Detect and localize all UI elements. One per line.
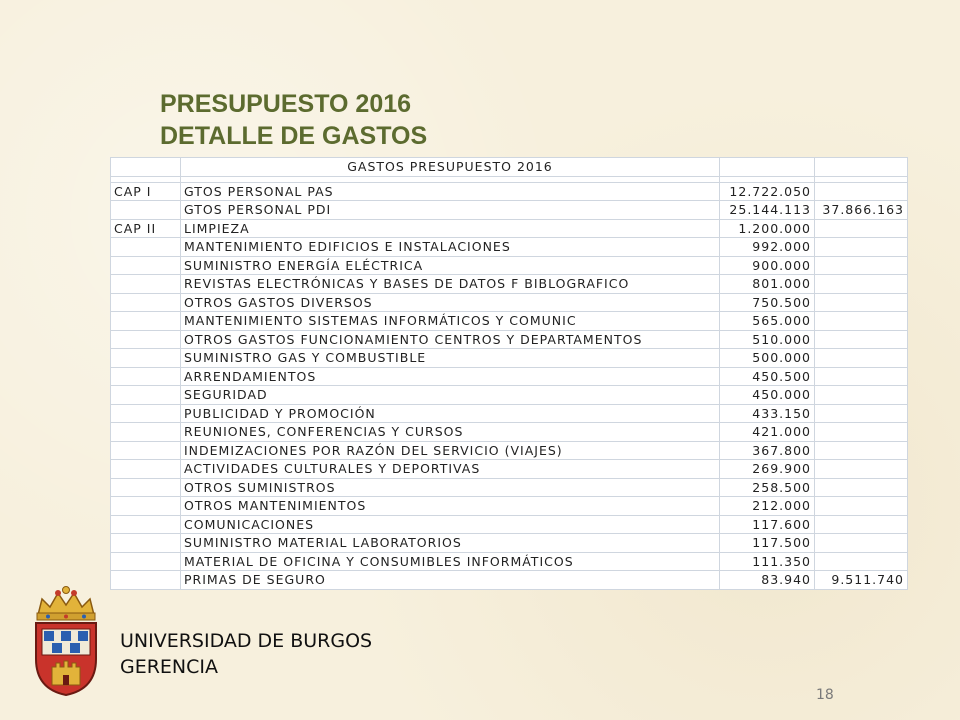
chapter-cell [111,349,181,368]
chapter-cell [111,386,181,405]
concept-cell: SUMINISTRO GAS Y COMBUSTIBLE [181,349,720,368]
concept-cell: ARRENDAMIENTOS [181,367,720,386]
total-cell [815,497,908,516]
chapter-cell [111,478,181,497]
concept-cell: OTROS SUMINISTROS [181,478,720,497]
concept-cell: REVISTAS ELECTRÓNICAS Y BASES DE DATOS F BIBLOGRAFICO [181,275,720,294]
chapter-cell [111,404,181,423]
footer-institution [120,628,372,680]
total-cell [815,404,908,423]
amount-cell: 12.722.050 [720,182,815,201]
amount-cell: 510.000 [720,330,815,349]
concept-cell: GTOS PERSONAL PDI [181,201,720,220]
chapter-cell [111,497,181,516]
total-cell [815,441,908,460]
amount-cell: 565.000 [720,312,815,331]
total-cell [815,460,908,479]
concept-cell: OTROS MANTENIMIENTOS [181,497,720,516]
amount-cell: 1.200.000 [720,219,815,238]
header-empty-cell [815,158,908,177]
table-row [111,423,908,442]
total-cell [815,478,908,497]
chapter-cell [111,460,181,479]
table-row [111,275,908,294]
amount-cell: 117.500 [720,534,815,553]
total-cell [815,219,908,238]
amount-cell: 421.000 [720,423,815,442]
amount-cell: 433.150 [720,404,815,423]
concept-cell: OTROS GASTOS FUNCIONAMIENTO CENTROS Y DEPARTAMENTOS [181,330,720,349]
concept-cell: OTROS GASTOS DIVERSOS [181,293,720,312]
table-row [111,571,908,590]
table-row [111,256,908,275]
concept-cell: PUBLICIDAD Y PROMOCIÓN [181,404,720,423]
university-crest-icon [28,585,104,697]
header-empty-cell [111,158,181,177]
total-cell: 37.866.163 [815,201,908,220]
chapter-cell: CAP II [111,219,181,238]
chapter-cell [111,256,181,275]
chapter-cell: CAP I [111,182,181,201]
total-cell [815,330,908,349]
table-row [111,386,908,405]
header-empty-cell [720,158,815,177]
chapter-cell [111,534,181,553]
chapter-cell [111,515,181,534]
chapter-cell [111,423,181,442]
concept-cell: MANTENIMIENTO SISTEMAS INFORMÁTICOS Y COMUNIC [181,312,720,331]
amount-cell: 83.940 [720,571,815,590]
table-row [111,552,908,571]
concept-cell: REUNIONES, CONFERENCIAS Y CURSOS [181,423,720,442]
concept-cell: SEGURIDAD [181,386,720,405]
concept-cell: ACTIVIDADES CULTURALES Y DEPORTIVAS [181,460,720,479]
amount-cell: 900.000 [720,256,815,275]
concept-cell: LIMPIEZA [181,219,720,238]
department-name: GERENCIA [120,656,219,678]
table-row [111,349,908,368]
chapter-cell [111,312,181,331]
table-row [111,238,908,257]
concept-cell: INDEMIZACIONES POR RAZÓN DEL SERVICIO (VIAJES) [181,441,720,460]
amount-cell: 111.350 [720,552,815,571]
table-row [111,515,908,534]
concept-cell: MATERIAL DE OFICINA Y CONSUMIBLES INFORMÁTICOS [181,552,720,571]
chapter-cell [111,330,181,349]
total-cell [815,367,908,386]
total-cell [815,293,908,312]
total-cell [815,515,908,534]
title-line-1: PRESUPUESTO 2016 [160,90,412,118]
concept-cell: COMUNICACIONES [181,515,720,534]
amount-cell: 450.000 [720,386,815,405]
table-row [111,497,908,516]
total-cell [815,349,908,368]
amount-cell: 750.500 [720,293,815,312]
concept-cell: PRIMAS DE SEGURO [181,571,720,590]
chapter-cell [111,441,181,460]
table-header-row [111,158,908,177]
amount-cell: 269.900 [720,460,815,479]
university-name: UNIVERSIDAD DE BURGOS [120,630,373,652]
title-line-2: DETALLE DE GASTOS [160,122,428,150]
total-cell [815,534,908,553]
table-row [111,330,908,349]
table-row [111,441,908,460]
amount-cell: 801.000 [720,275,815,294]
total-cell [815,275,908,294]
chapter-cell [111,238,181,257]
amount-cell: 212.000 [720,497,815,516]
amount-cell: 992.000 [720,238,815,257]
total-cell [815,386,908,405]
chapter-cell [111,293,181,312]
slide-title [160,88,427,152]
total-cell [815,312,908,331]
page-number: 18 [816,687,834,703]
concept-cell: GTOS PERSONAL PAS [181,182,720,201]
table-row [111,182,908,201]
chapter-cell [111,367,181,386]
table-row [111,201,908,220]
total-cell [815,552,908,571]
concept-cell: SUMINISTRO MATERIAL LABORATORIOS [181,534,720,553]
total-cell: 9.511.740 [815,571,908,590]
table-row [111,534,908,553]
table-row [111,312,908,331]
total-cell [815,238,908,257]
budget-table [110,157,908,590]
table-row [111,478,908,497]
table-row [111,367,908,386]
table-row [111,460,908,479]
chapter-cell [111,201,181,220]
chapter-cell [111,571,181,590]
amount-cell: 500.000 [720,349,815,368]
concept-cell: MANTENIMIENTO EDIFICIOS E INSTALACIONES [181,238,720,257]
table-row [111,293,908,312]
total-cell [815,423,908,442]
amount-cell: 25.144.113 [720,201,815,220]
amount-cell: 117.600 [720,515,815,534]
total-cell [815,182,908,201]
total-cell [815,256,908,275]
amount-cell: 367.800 [720,441,815,460]
amount-cell: 258.500 [720,478,815,497]
concept-cell: SUMINISTRO ENERGÍA ELÉCTRICA [181,256,720,275]
table-header: GASTOS PRESUPUESTO 2016 [181,158,720,177]
table-row [111,219,908,238]
table-row [111,404,908,423]
amount-cell: 450.500 [720,367,815,386]
chapter-cell [111,275,181,294]
chapter-cell [111,552,181,571]
